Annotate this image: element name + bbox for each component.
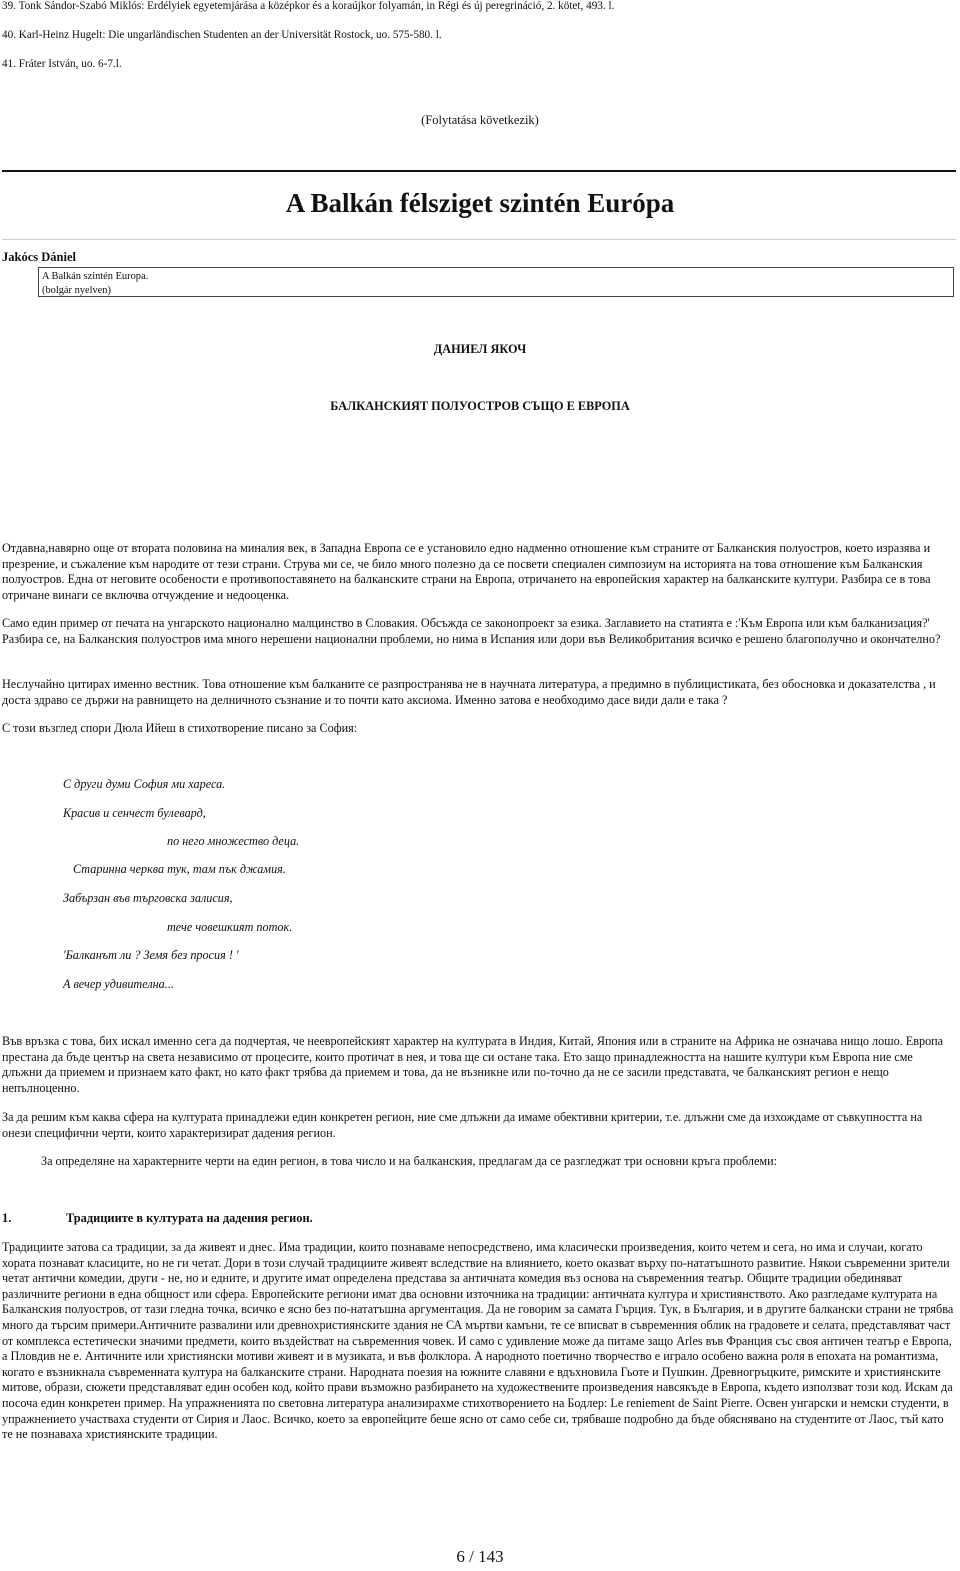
- paragraph-5: Във връзка с това, бих искал именно сега да подчертая, че неевропейският характер на културата в Индия, Китай, Япония или в страните на Африка не означава нищо лошо. Европа престана да бъде център на света независимо от процесите, които протичат в нея, и това ще си остане така. Ето защо принадлежността на нашите култури към Европа ние сме длъжни да приемем и признаем като факт, но като факт трябва да приемем и това, да не възникне или по-точно да не се засили представата, че балканският регион е нещо непълноценно.: [2, 1034, 944, 1095]
- article-title: A Balkán félsziget szintén Európa: [285, 188, 675, 218]
- section-heading: [2, 1211, 313, 1226]
- poem-line: тече човешкият поток.: [167, 920, 293, 934]
- title-underline: [2, 239, 956, 240]
- poem-line: 'Балканът ли ? Земя без просия ! ': [63, 948, 239, 962]
- poem-line: Красив и сенчест булевард,: [63, 806, 206, 820]
- section-title: Традициите в културата на дадения регион.: [66, 1211, 313, 1225]
- info-box-title: A Balkán szintén Europa.: [42, 271, 149, 282]
- paragraph-6: За да решим към каква сфера на културата принадлежи един конкретен регион, ние сме длъжни да имаме обективни критерии, т.е. длъжни сме да изхождаме от съвкупността на онези специфични черти, които характеризират дадения регион.: [2, 1110, 923, 1140]
- bg-author: ДАНИЕЛ ЯКОЧ: [433, 342, 527, 356]
- poem-line: Старинна черква тук, там пък джамия.: [73, 862, 286, 876]
- poem-line: по него множество деца.: [167, 834, 300, 848]
- article-info-box: [38, 267, 954, 297]
- article-author: Jakócs Dániel: [2, 250, 76, 264]
- paragraph-3: Неслучайно цитирах именно вестник. Това отношение към балканите се разпространява не в научната литература, а предимно в публицистиката, без обосновка и доказателства , и доста здраво се държи на равнището на делничното съзнание и то почти като аксиома. Именно затова е необходимо дасе види дали е така ?: [2, 677, 936, 707]
- paragraph-1: Отдавна,навярно още от втората половина на миналия век, в Западна Европа се е установило едно надменно отношение към страните от Балканския полуостров, което изразява и презрение, и съжаление към народите от тези страни. Струва ми се, че било много полезно да се посвети специален симпозиум на историята на това отношение към Балканския полуостров. Една от неговите особености е противопоставянето на балканските страни на Европа, отричането на европейския характер на балканските култури. Разбира се в това отричане винаги се включва отчуждение и недооценка.: [2, 541, 931, 602]
- poem-line: С други думи София ми хареса.: [63, 777, 226, 791]
- section-body: Традициите затова са традиции, за да живеят и днес. Има традиции, които познаваме непосредствено, има класически произведения, които четем и сега, но има и случаи, когато хората познават класиците, но не ги четат. Дори в този случай традициите живеят вследствие на влиянието, което оказват върху по-нататъшното развитие. Някои съвременни зрители четат антични комедии, други - не, но и едните, и другите имат определена представа за античната комедия въз основа на съвременния театър. Общите традиции обединяват различните региони в една общност или сфера. Европейските региони имат два основни източника на традиции: античната култура и християнството. Ако разгледаме културата на Балканския полуостров, от тази гледна точка, всичко е ясно без по-нататъшна аргументация. Да не говорим за самата Гърция. Тук, в България, и в другите балкански страни не трябва много да търсим примери.Античните развалини или древнохристиянските здания не СА мъртви камъни, те се вписват в съвременния облик на градовете и селата, представляват част от комплекса естетически значими предмети, които въздействат на съвременния човек. И само с удивление може да питаме защо Arles във Франция със своя античен театър е Европа, а Пловдив не е. Античните или християнски мотиви живеят и в музиката, и във фолклора. А народното поетично творчество е играло особено важна роля в епохата на романтизма, когато е възникнала съвременната култура на балканските страни. Народната поезия на южните славяни е вдъхновила Гьоте и Пушкин. Древногръцките, римските и християнските митове, образи, сюжети представляват един особен код, който прави възможно разбирането на художествените произведения навсякъде в Европа, където използват този код. Искам да посоча един конкретен пример. На упражненията по световна литература анализирахме стихотворението на Бодлер: Le reniement de Saint Pierre. Освен унгарски и немски студенти, в упражнението участваха студенти от Сирия и Лаос. Всичко, което за европейците беше ясно от само себе си, трябваше подробно да бъде обяснявано на студентите от Лаос, тъй като те не познаваха християнските традиции.: [2, 1240, 954, 1442]
- section-number: 1.: [2, 1211, 12, 1225]
- paragraph-4: С този възглед спори Дюла Ийеш в стихотворение писано за София:: [2, 721, 358, 735]
- poem-line: А вечер удивителна...: [63, 977, 174, 991]
- info-box-language: (bolgár nyelven): [42, 285, 111, 296]
- bg-title: БАЛКАНСКИЯТ ПОЛУОСТРОВ СЪЩО Е ЕВРОПА: [330, 399, 630, 413]
- reference-40: 40. Karl-Heinz Hugelt: Die ungarländischen Studenten an der Universität Rostock, uo. 575-580. l.: [2, 29, 442, 41]
- poem-line: Забързан във търговска залисия,: [63, 891, 233, 905]
- page-number: 6 / 143: [456, 1547, 504, 1566]
- continuation-note: (Folytatása következik): [421, 113, 539, 127]
- paragraph-7: За определяне на характерните черти на един регион, в това число и на балканския, предлагам да се разгледжат три основни кръга проблеми:: [41, 1154, 778, 1168]
- reference-39: 39. Tonk Sándor-Szabó Miklós: Erdélyiek egyetemjárása a középkor és a koraújkor folyamán, in Régi és új peregrináció, 2. kötet, 493. l.: [2, 0, 615, 12]
- paragraph-2: Само един пример от печата на унгарското национално малцинство в Словакия. Обсъжда се законопроект за езика. Заглавието на статията е :'Към Европа или към балканизация?' Разбира се, на Балканския полуостров има много нерешени национални проблеми, но нима в Испания или дори във Великобритания всичко е решено благополучно и окончателно?: [2, 616, 941, 646]
- section-divider: [2, 170, 956, 172]
- reference-41: 41. Fráter István, uo. 6-7.l.: [2, 58, 122, 70]
